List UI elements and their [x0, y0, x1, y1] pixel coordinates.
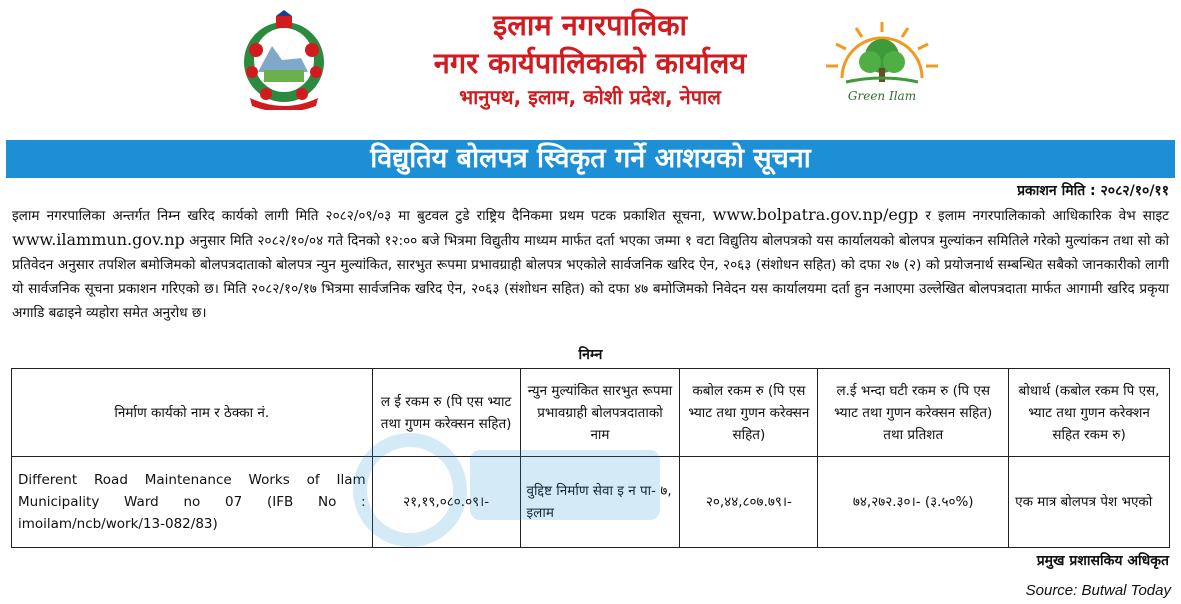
tender-table	[11, 368, 1170, 548]
municipality-name: इलाम नगरपालिका	[492, 8, 688, 42]
header-estimate: ल ई रकम रु (पि एस भ्याट तथा गुणम करेक्सन सहित)	[372, 369, 520, 457]
green-ilam-logo-icon	[816, 16, 948, 108]
cell-estimate: २१,१९,०८०.०९।-	[372, 457, 520, 548]
body-part-1: इलाम नगरपालिका अन्तर्गत निम्न खरिद कार्यको लागी मिति २०८२/०९/०३ मा बुटवल टुडे राष्ट्रिय दैनिकमा प्रथम पटक प्रकाशित सूचना,	[12, 208, 713, 224]
header-work-name: निर्माण कार्यको नाम र ठेक्का नं.	[12, 369, 373, 457]
cell-less-amount: ७४,२७२.३०।- (३.५०%)	[818, 457, 1009, 548]
publication-date: प्रकाशन मिति : २०८२/१०/११	[1017, 183, 1169, 199]
nepal-coat-of-arms-icon	[236, 10, 332, 110]
office-titles	[340, 6, 840, 112]
office-address: भानुपथ, इलाम, कोशी प्रदेश, नेपाल	[459, 85, 721, 109]
header-bid-amount: कबोल रकम रु (पि एस भ्याट तथा गुणन करेक्सन सहित)	[680, 369, 818, 457]
header-bidder: न्युन मुल्यांकित सारभुत रूपमा प्रभावग्राही बोलपत्रदाताको नाम	[520, 369, 680, 457]
header-remark: बोधार्थ (कबोल रकम पि एस, भ्याट तथा गुणन करेक्शन सहित रकम रु)	[1009, 369, 1170, 457]
signature-title: प्रमुख प्रशासकिय अधिकृत	[1036, 553, 1169, 569]
notice-title: विद्युतिय बोलपत्र स्विकृत गर्ने आशयको सूचना	[370, 143, 811, 174]
office-name: नगर कार्यपालिकाको कार्यालय	[433, 46, 747, 80]
cell-bidder: वुद्दिष्ट निर्माण सेवा इ न पा- ७, इलाम	[520, 457, 680, 548]
cell-work-name: Different Road Maintenance Works of Ilam Municipality Ward no 07 (IFB No : imoilam/ncb/work/13-082/83)	[12, 457, 373, 548]
cell-remark: एक मात्र बोलपत्र पेश भएको	[1009, 457, 1170, 548]
notice-banner	[6, 140, 1175, 178]
cell-bid-amount: २०,४४,८०७.७९।-	[680, 457, 818, 548]
notice-header	[0, 0, 1181, 140]
body-part-2: र इलाम नगरपालिकाको आधिकारिक वेभ साइट	[918, 208, 1169, 224]
ilammun-url: www.ilammun.gov.np	[12, 230, 185, 249]
header-less-amount: ल.ई भन्दा घटी रकम रु (पि एस भ्याट तथा गुणन करेक्सन सहित) तथा प्रतिशत	[818, 369, 1009, 457]
bolpatra-url: www.bolpatra.gov.np/egp	[712, 205, 919, 224]
notice-body	[12, 203, 1169, 325]
body-part-3: अनुसार मिति २०८२/१०/०४ गते दिनको १२:०० बजे भित्रमा विद्युतीय माध्यम मार्फत दर्ता भएका जम्मा १ वटा विद्युतिय बोलपत्रको यस कार्यालयको बोलपत्र मुल्यांकन समितिले गरेको मुल्यांकन तथा सो को प्रतिवेदन अनुसार तपशिल बमोजिमको बोलपत्रदाताको बोलपत्र न्युन मुल्यांकित, सारभुत रूपमा प्रभावग्राही बोलपत्र भएकोले सार्वजनिक खरिद ऐन, २०६३ (संशोधन सहित) को दफा २७ (२) को प्रयोजनार्थ सम्बन्धित सबैको जानकारीको लागी यो सार्वजनिक सूचना प्रकाशन गरिएको छ। मिति २०८२/१०/१७ भित्रमा सार्वजनिक खरिद ऐन, २०६३ (संशोधन सहित) को दफा ४७ बमोजिमको निवेदन यस कार्यालयमा दर्ता हुन नआएमा उल्लेखित बोलपत्रदाता मार्फत आगामी खरिद प्रकृया अगाडि बढाइने व्यहोरा समेत अनुरोध छ।	[12, 233, 1169, 321]
table-row	[12, 457, 1170, 548]
green-ilam-text: Green Ilam	[847, 89, 917, 103]
source-credit: Source: Butwal Today	[1025, 582, 1171, 599]
table-caption: निम्न	[578, 347, 603, 363]
table-header-row	[12, 369, 1170, 457]
